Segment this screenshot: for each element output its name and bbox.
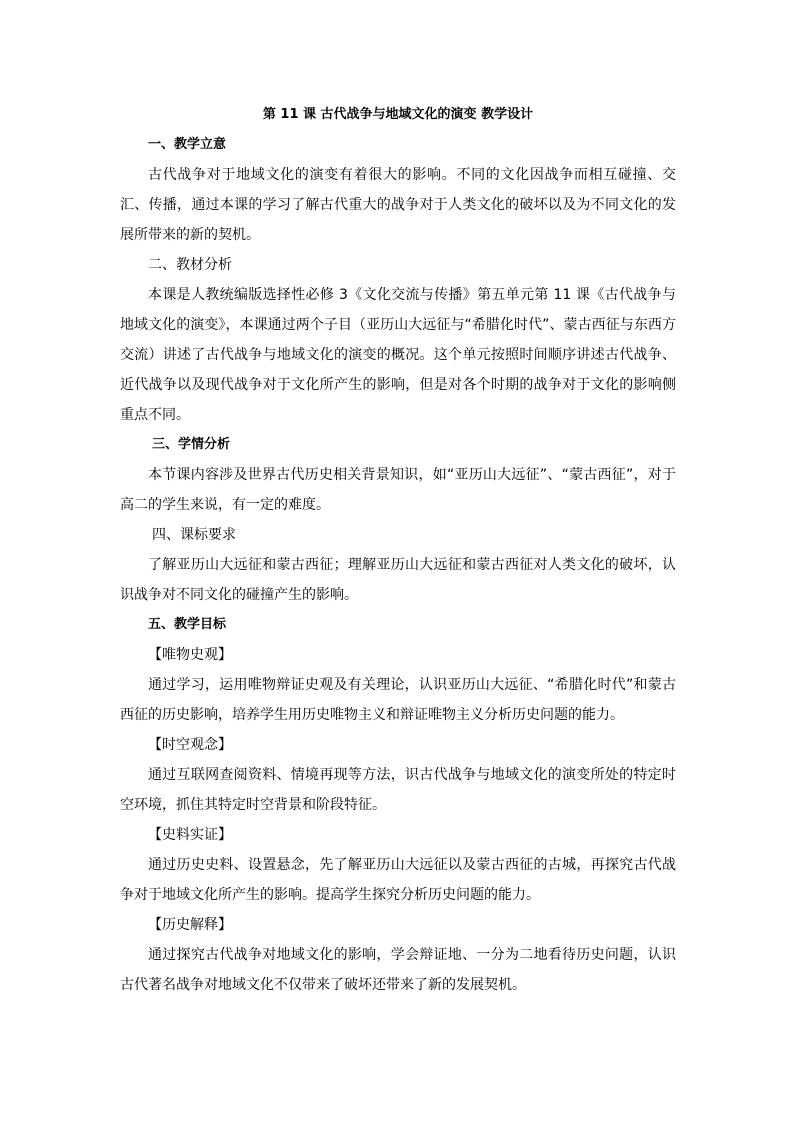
section-paragraph-teaching-intent: 古代战争对于地域文化的演变有着很大的影响。不同的文化因战争而相互碰撞、交汇、传播，通过本课的学习了解古代重大的战争对于人类文化的破坏以及为不同文化的发展所带来的新的契机。 (120, 167, 676, 243)
objective-label-evidence: 【史料实证】 (148, 827, 232, 843)
objective-paragraph-evidence: 通过历史史料、设置悬念，先了解亚历山大远征以及蒙古西征的古城，再探究古代战争对于地域文化所产生的影响。提高学生探究分析历史问题的能力。 (120, 857, 676, 903)
section-heading-curriculum-standards: 四、课标要求 (152, 527, 236, 543)
objective-label-space-time: 【时空观念】 (148, 737, 232, 753)
objective-paragraph-space-time: 通过互联网查阅资料、情境再现等方法，识古代战争与地域文化的演变所处的特定时空环境，抓住其特定时空背景和阶段特征。 (120, 767, 676, 813)
section-heading-teaching-objectives: 五、教学目标 (148, 617, 227, 632)
document-title: 第 11 课 古代战争与地域文化的演变 教学设计 (262, 107, 534, 122)
objective-label-historical-materialism: 【唯物史观】 (148, 647, 232, 663)
section-paragraph-curriculum-standards: 了解亚历山大远征和蒙古西征；理解亚历山大远征和蒙古西征对人类文化的破坏，认识战争对不同文化的碰撞产生的影响。 (120, 557, 676, 603)
section-paragraph-textbook-analysis: 本课是人教统编版选择性必修 3《文化交流与传播》第五单元第 11 课《古代战争与地域文化的演变》，本课通过两个子目（亚历山大远征与“希腊化时代”、蒙古西征与东西方交流）讲述了古代战争与地域文化的演变的概况。这个单元按照时间顺序讲述古代战争、近代战争以及现代战争对于文化所产生的影响，但是对各个时期的战争对于文化的影响侧重点不同。 (120, 287, 676, 423)
objective-label-interpretation: 【历史解释】 (148, 917, 232, 933)
objective-paragraph-historical-materialism: 通过学习，运用唯物辩证史观及有关理论，认识亚历山大远征、“希腊化时代”和蒙古西征的历史影响，培养学生用历史唯物主义和辩证唯物主义分析历史问题的能力。 (120, 677, 676, 723)
document-body (120, 100, 676, 1000)
section-heading-textbook-analysis: 二、教材分析 (148, 257, 232, 273)
section-heading-learner-analysis: 三、学情分析 (152, 437, 231, 452)
objective-paragraph-interpretation: 通过探究古代战争对地域文化的影响，学会辩证地、一分为二地看待历史问题，认识古代著名战争对地域文化不仅带来了破坏还带来了新的发展契机。 (120, 947, 676, 993)
section-paragraph-learner-analysis: 本节课内容涉及世界古代历史相关背景知识，如“亚历山大远征”、“蒙古西征”，对于高二的学生来说，有一定的难度。 (120, 467, 676, 513)
section-heading-teaching-intent: 一、教学立意 (148, 137, 227, 152)
